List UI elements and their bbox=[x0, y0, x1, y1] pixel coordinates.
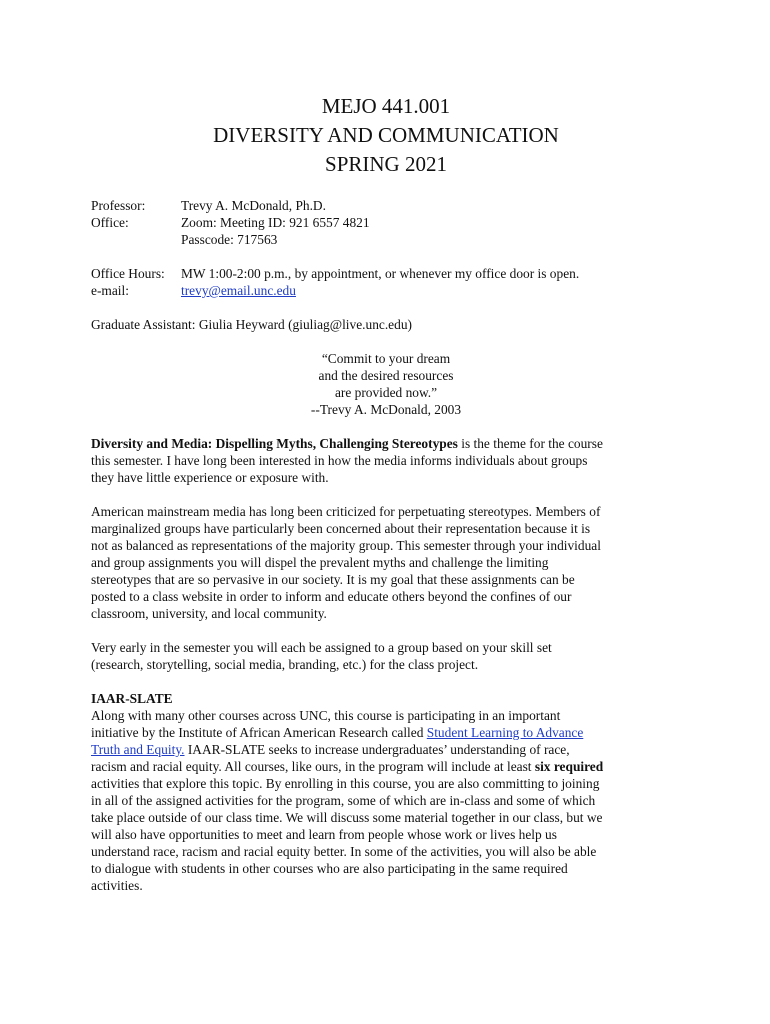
office-row bbox=[91, 214, 681, 231]
group-paragraph: Very early in the semester you will each be assigned to a group based on your skill set (research, storytelling, social media, branding, etc.) for the class project. bbox=[91, 640, 552, 672]
office-hours-row bbox=[91, 265, 681, 282]
media-paragraph: American mainstream media has long been criticized for perpetuating stereotypes. Members of marginalized groups have particularly been concerned about their representation because it is not as balanced as representations of the majority group. This semester through your individual and group assignments you will dispel the prevalent myths and challenge the limiting stereotypes that are so pervasive in our society. It is my goal that these assignments can be posted to a class website in order to inform and educate others beyond the confines of our classroom, university, and local community. bbox=[91, 504, 601, 621]
syllabus-header bbox=[91, 92, 681, 179]
email-link[interactable]: trevy@email.unc.edu bbox=[181, 283, 296, 298]
office-zoom: Zoom: Meeting ID: 921 6557 4821 bbox=[181, 215, 370, 230]
zoom-passcode: Passcode: 717563 bbox=[181, 232, 278, 247]
graduate-assistant: Graduate Assistant: Giulia Heyward (giuliag@live.unc.edu) bbox=[91, 317, 412, 332]
professor-name: Trevy A. McDonald, Ph.D. bbox=[181, 198, 326, 213]
professor-label: Professor: bbox=[91, 198, 146, 213]
quote-line: and the desired resources bbox=[318, 368, 454, 383]
office-hours: MW 1:00-2:00 p.m., by appointment, or whenever my office door is open. bbox=[181, 266, 580, 281]
professor-row bbox=[91, 197, 681, 214]
email-row bbox=[91, 282, 681, 299]
syllabus-page bbox=[91, 92, 681, 894]
course-number: MEJO 441.001 bbox=[321, 94, 451, 118]
passcode-row bbox=[91, 231, 681, 248]
iaar-heading: IAAR-SLATE bbox=[91, 691, 173, 706]
quote-author: --Trevy A. McDonald, 2003 bbox=[310, 402, 462, 417]
office-hours-label: Office Hours: bbox=[91, 266, 165, 281]
slate-link[interactable]: Student Learning to Advance bbox=[426, 725, 584, 740]
six-required: six required bbox=[534, 759, 604, 774]
iaar-section: IAAR-SLATE Along with many other courses across UNC, this course is participating in an important initiative by the Institute of African American Research called Student Learning to Advance Truth and Equity. IAAR-SLATE seeks to increase undergraduates’ understanding of race, racism and racial equity. All courses, like ours, in the program will include at least six required activities that explore this topic. By enrolling in this course, you are also committing to joining in all of the assigned activities for the program, some of which are in-class and some of which take place outside of our class time. We will discuss some material together in our class, but we will also have opportunities to meet and learn from people whose work or lives help us understand race, racism and racial equity better. In some of the activities, you will also be able to dialogue with students in other courses who are also participating in the same required activities. bbox=[91, 691, 604, 893]
quote-line: are provided now.” bbox=[334, 385, 438, 400]
contact-info bbox=[91, 197, 681, 333]
course-term: SPRING 2021 bbox=[325, 152, 447, 176]
office-label: Office: bbox=[91, 215, 129, 230]
course-title: DIVERSITY AND COMMUNICATION bbox=[213, 123, 559, 147]
intro-paragraph: Diversity and Media: Dispelling Myths, Challenging Stereotypes is the theme for the course this semester. I have long been interested in how the media informs individuals about groups they have little experience or exposure with. bbox=[91, 436, 603, 485]
slate-link[interactable]: Truth and Equity. bbox=[91, 742, 185, 757]
course-theme: Diversity and Media: Dispelling Myths, Challenging Stereotypes bbox=[91, 436, 458, 451]
quote-line: “Commit to your dream bbox=[321, 351, 451, 366]
email-label: e-mail: bbox=[91, 283, 129, 298]
quote-block bbox=[91, 350, 681, 418]
